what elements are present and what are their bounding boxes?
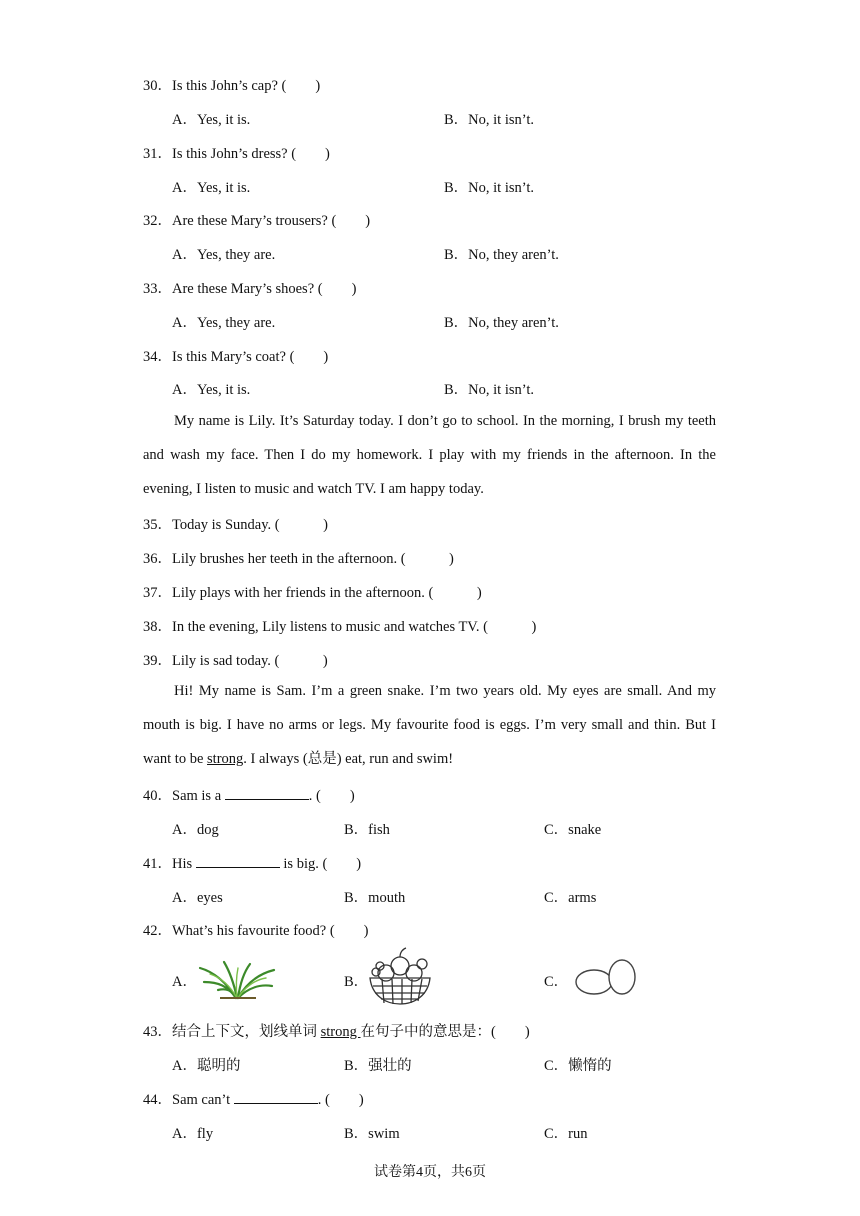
q32-option-a[interactable]: A．Yes, they are. xyxy=(172,247,276,263)
fruit-basket-icon[interactable] xyxy=(366,946,434,1008)
question-35: 35．Today is Sunday. ( ) xyxy=(143,517,328,533)
question-40 xyxy=(143,784,355,805)
question-38: 38．In the evening, Lily listens to music and watches TV. ( ) xyxy=(143,619,537,635)
q43-option-c[interactable]: C．懒惰的 xyxy=(544,1058,612,1074)
q43-stem-end: 在句子中的意思是：( ) xyxy=(360,1024,530,1040)
q44-option-c[interactable]: C．run xyxy=(544,1126,588,1142)
underlined-word-strong: strong xyxy=(207,751,244,767)
reading-passage-lily xyxy=(143,404,716,506)
question-37: 37．Lily plays with her friends in the afternoon. ( ) xyxy=(143,585,482,601)
q40-stem: 40．Sam is a xyxy=(143,788,225,804)
passage-sam-end: . I always (总是) eat, run and swim! xyxy=(243,751,454,767)
underlined-word: strong xyxy=(320,1024,361,1040)
q41-option-b[interactable]: B．mouth xyxy=(344,890,406,906)
q32-option-b[interactable]: B．No, they aren’t. xyxy=(444,247,559,263)
question-39: 39．Lily is sad today. ( ) xyxy=(143,653,328,669)
q42-option-a[interactable]: A． xyxy=(172,974,197,990)
q33-option-b[interactable]: B．No, they aren’t. xyxy=(444,315,559,331)
q44-option-b[interactable]: B．swim xyxy=(344,1126,400,1142)
q34-option-b[interactable]: B．No, it isn’t. xyxy=(444,382,534,398)
passage-lily-text: My name is Lily. It’s Saturday today. I don’t go to school. In the morning, I brush my teeth and wash my face. Then I do my homework. I play with my friends in the afternoon. In the evening, I listen to music and watch TV. I am happy today. xyxy=(143,413,716,497)
reading-passage-sam xyxy=(143,674,716,776)
q43-option-a[interactable]: A．聪明的 xyxy=(172,1058,241,1074)
question-36: 36．Lily brushes her teeth in the afternoon. ( ) xyxy=(143,551,454,567)
q44-option-a[interactable]: A．fly xyxy=(172,1126,214,1142)
question-33: 33．Are these Mary’s shoes? ( ) xyxy=(143,281,357,297)
q33-option-a[interactable]: A．Yes, they are. xyxy=(172,315,276,331)
q30-option-a[interactable]: A．Yes, it is. xyxy=(172,112,251,128)
eggs-icon[interactable] xyxy=(574,958,638,998)
answer-blank[interactable] xyxy=(234,1091,318,1104)
q34-option-a[interactable]: A．Yes, it is. xyxy=(172,382,251,398)
q40-stem-end: . ( ) xyxy=(308,788,355,804)
q42-option-c[interactable]: C． xyxy=(544,974,569,990)
q40-option-a[interactable]: A．dog xyxy=(172,822,219,838)
answer-blank[interactable] xyxy=(196,855,280,868)
question-32: 32．Are these Mary’s trousers? ( ) xyxy=(143,213,371,229)
q30-option-b[interactable]: B．No, it isn’t. xyxy=(444,112,534,128)
q40-option-b[interactable]: B．fish xyxy=(344,822,390,838)
q43-option-b[interactable]: B．强壮的 xyxy=(344,1058,412,1074)
question-31: 31．Is this John’s dress? ( ) xyxy=(143,146,330,162)
question-43 xyxy=(143,1020,530,1041)
q40-option-c[interactable]: C．snake xyxy=(544,822,602,838)
q44-stem: 44．Sam can’t xyxy=(143,1092,234,1108)
q41-option-a[interactable]: A．eyes xyxy=(172,890,223,906)
question-42: 42．What’s his favourite food? ( ) xyxy=(143,923,369,939)
q31-option-a[interactable]: A．Yes, it is. xyxy=(172,180,251,196)
q41-option-c[interactable]: C．arms xyxy=(544,890,597,906)
q44-stem-end: . ( ) xyxy=(317,1092,364,1108)
answer-blank[interactable] xyxy=(225,787,309,800)
q42-option-b[interactable]: B． xyxy=(344,974,369,990)
passage-sam-text: Hi! My name is Sam. I’m a green snake. I’m two years old. My eyes are small. And my mouth is big. I have no arms or legs. My favourite food is eggs. I’m very small and thin. But I want to be xyxy=(143,683,716,767)
page-footer: 试卷第4页，共6页 xyxy=(374,1165,486,1180)
q41-stem-end: is big. ( ) xyxy=(279,856,362,872)
q41-stem: 41．His xyxy=(143,856,196,872)
question-44 xyxy=(143,1088,364,1109)
q43-stem: 43．结合上下文，划线单词 xyxy=(143,1024,321,1040)
question-30: 30．Is this John’s cap? ( ) xyxy=(143,78,321,94)
question-41 xyxy=(143,852,361,873)
question-34: 34．Is this Mary’s coat? ( ) xyxy=(143,349,329,365)
q31-option-b[interactable]: B．No, it isn’t. xyxy=(444,180,534,196)
grass-icon[interactable] xyxy=(196,960,278,1000)
